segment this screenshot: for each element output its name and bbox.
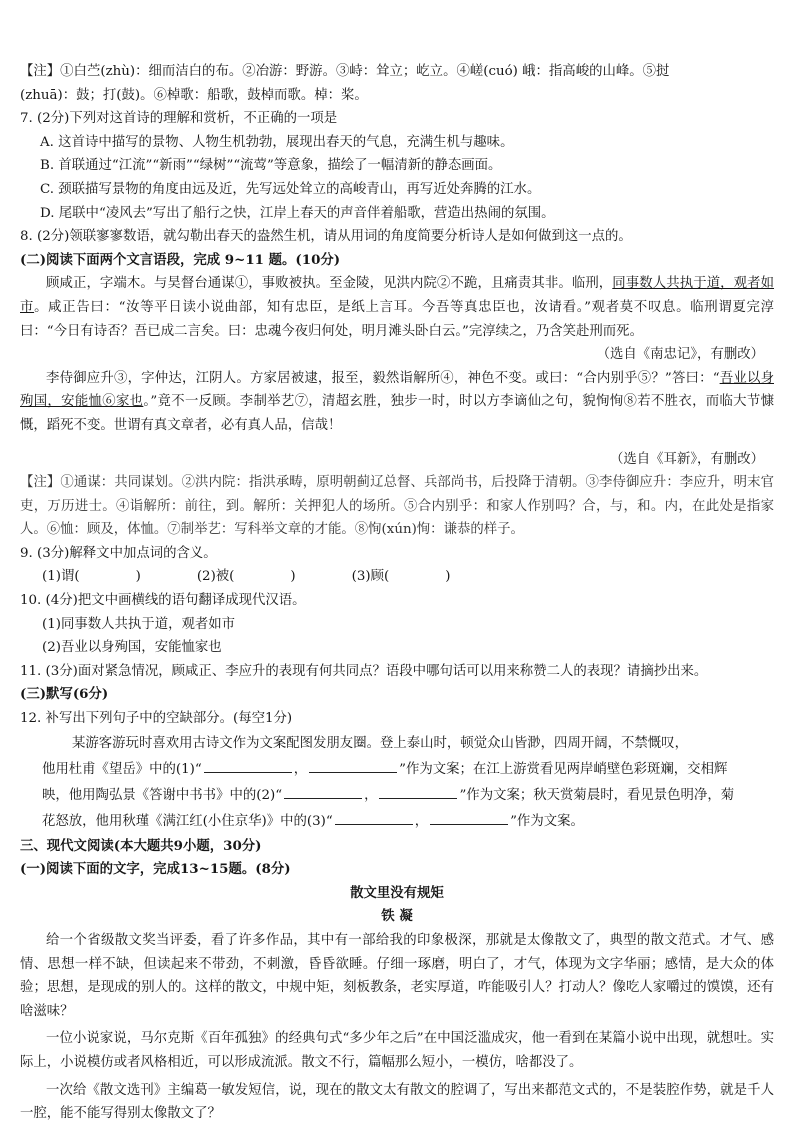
q7-option-c: C. 颈联描写景物的角度由远及近，先写远处耸立的高峻青山，再写近处奔腾的江水。	[40, 181, 541, 197]
q12-blank-1b[interactable]	[309, 758, 397, 773]
poem-notes-line2: (zhuā)：鼓；打(鼓)。⑥棹歌：船歌，鼓棹而歌。棹：桨。	[20, 87, 368, 103]
passage2-underline: 吾业以身殉国，安能恤⑥家也	[20, 370, 774, 410]
q9-item-2-label: (2)被(	[196, 569, 235, 585]
q12-line4-a: 花怒放，他用秋瑾《满江红(小住京华)》中的(3)“	[42, 813, 333, 829]
q12-text-line3	[20, 783, 774, 809]
q12-blank-3a[interactable]	[335, 810, 413, 825]
part-3-heading: 三、现代文阅读(本大题共9小题，30分)	[20, 837, 262, 854]
article-paragraph-2: 一位小说家说，马尔克斯《百年孤独》的经典句式“多少年之后”在中国泛滥成灾，他一看到在某篇小说中出现，就想吐。实际上，小说模仿或者风格相近，可以形成流派。散文不行，篇幅那么短小，一模仿，啥都没了。	[20, 1031, 774, 1070]
question-10-stem: 10. (4分)把文中画横线的语句翻译成现代汉语。	[20, 593, 306, 609]
q12-line2-a: 他用杜甫《望岳》中的(1)“	[42, 761, 202, 777]
q9-item-3-label: (3)顾(	[351, 569, 390, 585]
q12-line3-c: ”作为文案；秋天赏菊晨时，看见景色明净，菊	[459, 787, 735, 803]
q12-blank-3b[interactable]	[430, 810, 508, 825]
question-9-stem: 9. (3分)解释文中加点词的含义。	[20, 545, 217, 561]
q12-line3-a: 映，他用陶弘景《答谢中书书》中的(2)“	[42, 787, 283, 803]
passage2-source: （选自《耳新》，有删改）	[610, 451, 764, 467]
q7-option-a: A. 这首诗中描写的景物、人物生机勃勃，展现出春天的气息，充满生机与趣味。	[40, 134, 514, 150]
passage2-part-b: 。”竟不一反顾。李制举艺⑦，清超玄胜，独步一时，时以方李谪仙之句，貌恂恂⑧若不胜衣，而临大节慷慨，蹈死不变。世谓有真文章者，必有真人品，信哉！	[20, 394, 774, 433]
q12-line2-c: ”作为文案；在江上游赏看见两岸峭壁色彩斑斓，交相辉	[399, 761, 728, 777]
q9-item-2-close: )	[290, 569, 296, 585]
q9-item-1-close: )	[135, 569, 141, 585]
q7-option-d: D. 尾联中“凌风去”写出了船行之快，江岸上春天的声音伴着船歌，营造出热闹的氛围。	[40, 205, 555, 221]
question-7-stem: 7. (2分)下列对这首诗的理解和赏析，不正确的一项是	[20, 111, 338, 127]
passage1-part-b: 。咸正告曰：“汝等平日读小说曲部，知有忠臣，是纸上言耳。今吾等真忠臣也，汝请看。”观者莫不叹息。临刑谓夏完淳曰：“今日有诗否？吾已成二言矣。曰：忠魂今夜归何处，明月滩头卧白云。”完淳续之，乃含笑赴刑而死。	[20, 299, 774, 339]
article-author: 铁 凝	[381, 908, 413, 925]
q12-line3-comma: ，	[364, 787, 378, 803]
q7-option-b: B. 首联通过“江流”“新雨”“绿树”“流莺”等意象，描绘了一幅清新的静态画面。	[40, 158, 502, 174]
q9-item-3-close: )	[445, 569, 451, 585]
classical-passage-1	[20, 272, 774, 343]
q12-blank-2a[interactable]	[284, 784, 362, 799]
section-3-heading: (三)默写(6分)	[20, 686, 109, 703]
passage-notes: 【注】①通谋：共同谋划。②洪内院：指洪承畴，原明朝蓟辽总督、兵部尚书，后投降于清朝。③李侍御应升：李应升，明末官吏，万历进士。④诣解所：前往，到。解所：关押犯人的场所。⑤合内别乎：和家人作别吗？合，与，和。内，在此处是指家人。⑥恤：顾及，体恤。⑦制举艺：写科举文章的才能。⑧恂(xún)恂：谦恭的样子。	[20, 475, 774, 538]
article-title: 散文里没有规矩	[350, 884, 444, 901]
q12-text-line1: 某游客游玩时喜欢用古诗文作为文案配图发朋友圈。登上泰山时，顿觉众山皆渺，四周开阔，不禁慨叹，	[72, 735, 688, 751]
q9-item-1-label: (1)谓(	[42, 569, 80, 585]
section-2-heading: (二)阅读下面两个文言语段，完成 9~11 题。(10分)	[20, 251, 341, 268]
passage2-part-a: 李侍御应升③，字仲达，江阴人。方家居被逮，报至，毅然诣解所④，神色不变。或曰：“合内别乎⑤？”答曰：“	[46, 370, 720, 386]
poem-notes-line1: 【注】①白苎(zhù)：细而洁白的布。②冶游：野游。③峙：耸立；屹立。④嵯(cuó) 峨：指高峻的山峰。⑤挝	[20, 64, 670, 79]
q12-blank-2b[interactable]	[379, 784, 457, 799]
passage1-source: （选自《南忠记》，有删改）	[596, 347, 764, 363]
passage1-underline-2: 道，观者如市	[20, 276, 775, 315]
article-paragraph-1: 给一个省级散文奖当评委，看了许多作品，其中有一部给我的印象极深，那就是太像散文了，典型的散文范式。才气、感情、思想一样不缺，但读起来不带劲，不刺激，昏昏欲睡。仔细一琢磨，明白了，才气，体现为文字华丽；感情，是大众的体验；思想，是现成的别人的。这样的散文，中规中矩，刻板教条，老实厚道，咋能吸引人？打动人？像吃人家嚼过的馍馍，还有啥滋味？	[20, 933, 774, 1019]
q12-text-line2	[20, 757, 774, 783]
question-12-stem: 12. 补写出下列句子中的空缺部分。(每空1分)	[20, 711, 293, 727]
q12-line4-c: ”作为文案。	[510, 813, 584, 829]
q9-items	[20, 565, 774, 589]
passage1-underline-1: 同事数人共执于	[612, 276, 707, 292]
question-11: 11. (3分)面对紧急情况，顾咸正、李应升的表现有何共同点？语段中哪句话可以用来称赞二人的表现？请摘抄出来。	[20, 663, 708, 679]
q12-line4-comma: ，	[414, 813, 429, 829]
passage1-part-a: 顾咸正，字端木。与昊督台通谋①，事败被执。至金陵，见洪内院②不跪，且痛责其非。临刑，	[46, 276, 613, 292]
q12-blank-1a[interactable]	[204, 758, 292, 773]
q12-text-line4	[20, 809, 774, 835]
question-8: 8. (2分)领联寥寥数语，就勾勒出春天的盎然生机，请从用词的角度简要分析诗人是如何做到这一点的。	[20, 229, 632, 245]
article-paragraph-3: 一次给《散文选刊》主编葛一敏发短信，说，现在的散文太有散文的腔调了，写出来都范文式的，不是装腔作势，就是千人一腔，能不能写得别太像散文了？	[20, 1082, 774, 1122]
q10-item-1: (1)同事数人共执于道，观者如市	[42, 616, 236, 632]
q10-item-2: (2)吾业以身殉国，安能恤家也	[42, 640, 222, 656]
q12-line2-comma: ，	[293, 761, 308, 777]
subsection-1-heading: (一)阅读下面的文字，完成13~15题。(8分)	[20, 861, 291, 878]
classical-passage-2	[20, 367, 774, 438]
